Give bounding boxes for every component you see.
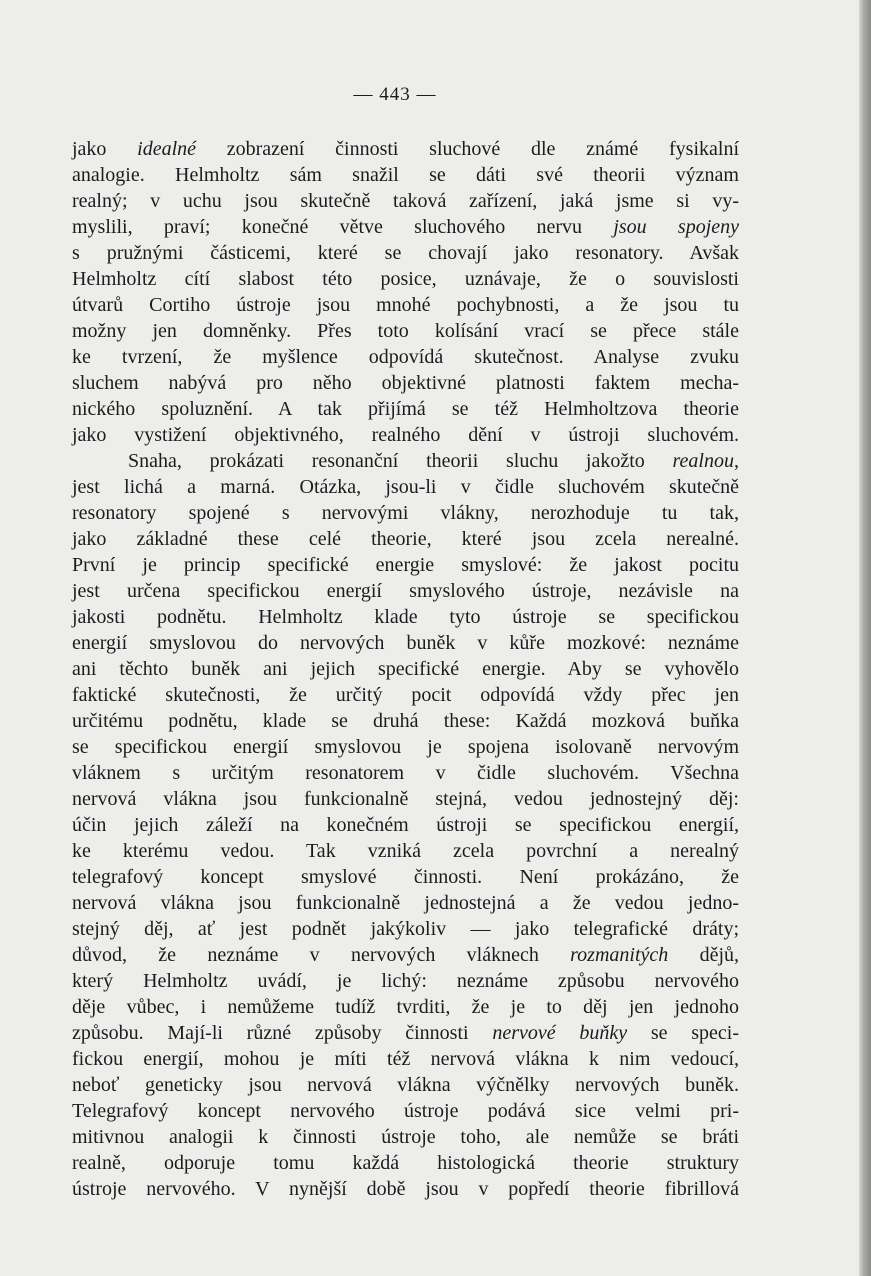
text-segment: možny jen domněnky. Přes toto kolísání vrací se přece stále <box>72 320 739 342</box>
text-segment: ke kterému vedou. Tak vzniká zcela povrchní a nerealný <box>72 840 739 862</box>
text-line <box>72 708 739 734</box>
text-line <box>72 994 739 1020</box>
text-line <box>72 162 739 188</box>
text-line <box>72 500 739 526</box>
text-segment: nervová vlákna jsou funkcionalně jednostejná a že vedou jedno- <box>72 892 739 914</box>
text-segment: ke tvrzení, že myšlence odpovídá skutečnost. Analyse zvuku <box>72 346 739 368</box>
text-line <box>72 1046 739 1072</box>
text-line <box>72 240 739 266</box>
text-line <box>72 604 739 630</box>
text-segment: jest lichá a marná. Otázka, jsou-li v čidle sluchovém skutečně <box>72 476 739 498</box>
text-segment: analogie. Helmholtz sám snažil se dáti své theorii význam <box>72 164 739 186</box>
text-segment: s pružnými částicemi, které se chovají jako resonatory. Avšak <box>72 242 739 264</box>
italic-text: nervové buňky <box>492 1022 628 1044</box>
text-line <box>72 812 739 838</box>
text-line <box>72 1020 739 1046</box>
text-segment: způsobu. Mají-li různé způsoby činnosti <box>72 1022 493 1044</box>
text-segment: sluchem nabývá pro něho objektivné platnosti faktem mecha- <box>72 372 739 394</box>
text-line <box>72 1098 739 1124</box>
text-segment: dějů, <box>668 944 740 966</box>
text-segment: nervová vlákna jsou funkcionalně stejná, vedou jednostejný děj: <box>72 788 739 810</box>
text-segment: ani těchto buněk ani jejich specifické energie. Aby se vyhovělo <box>72 658 739 680</box>
text-line <box>72 682 739 708</box>
text-segment: nického spoluznění. A tak přijímá se též Helmholtzova theorie <box>72 398 739 420</box>
text-segment: resonatory spojené s nervovými vlákny, nerozhoduje tu tak, <box>72 502 739 524</box>
italic-text: idealné <box>137 138 197 160</box>
text-line <box>72 838 739 864</box>
text-segment: děje vůbec, i nemůžeme tudíž tvrditi, že je to děj jen jednoho <box>72 996 739 1018</box>
text-line <box>72 422 739 448</box>
text-line <box>72 734 739 760</box>
text-segment: Telegrafový koncept nervového ústroje podává sice velmi pri- <box>72 1100 739 1122</box>
text-segment: ústroje nervového. V nynější době jsou v popředí theorie fibrillová <box>72 1178 739 1200</box>
text-segment: účin jejich záleží na konečném ústroji se specifickou energií, <box>72 814 739 836</box>
text-line <box>72 448 739 474</box>
text-segment: Helmholtz cítí slabost této posice, uznávaje, že o souvislosti <box>72 268 739 290</box>
italic-text: rozmanitých <box>570 944 669 966</box>
text-line <box>72 1150 739 1176</box>
text-line <box>72 396 739 422</box>
text-segment: jakosti podnětu. Helmholtz klade tyto ústroje se specifickou <box>72 606 739 628</box>
text-line <box>72 552 739 578</box>
text-line <box>72 968 739 994</box>
text-segment: stejný děj, ať jest podnět jakýkoliv — jako telegrafické dráty; <box>72 918 739 940</box>
text-segment: vláknem s určitým resonatorem v čidle sluchovém. Všechna <box>72 762 739 784</box>
text-segment: jako vystižení objektivného, realného dění v ústroji sluchovém. <box>72 424 739 446</box>
text-segment: se speci- <box>627 1022 739 1044</box>
text-segment: myslili, praví; konečné větve sluchového nervu <box>72 216 614 238</box>
text-line <box>72 370 739 396</box>
text-line <box>72 890 739 916</box>
text-segment: útvarů Cortiho ústroje jsou mnohé pochybnosti, a že jsou tu <box>72 294 739 316</box>
text-line <box>72 188 739 214</box>
text-segment: faktické skutečnosti, že určitý pocit odpovídá vždy přec jen <box>72 684 739 706</box>
text-segment: telegrafový koncept smyslové činnosti. Není prokázáno, že <box>72 866 739 888</box>
italic-text: realnou <box>672 450 734 472</box>
text-line <box>72 786 739 812</box>
text-line <box>72 1176 739 1202</box>
text-segment: důvod, že neznáme v nervových vláknech <box>72 944 571 966</box>
text-segment: který Helmholtz uvádí, je lichý: neznáme způsobu nervového <box>72 970 739 992</box>
text-line <box>72 630 739 656</box>
text-line <box>72 214 739 240</box>
text-line <box>72 864 739 890</box>
text-line <box>72 1124 739 1150</box>
text-line <box>72 578 739 604</box>
page-number: — 443 — <box>353 84 437 105</box>
text-line <box>72 318 739 344</box>
text-segment: Snaha, prokázati resonanční theorii sluchu jakožto <box>128 450 673 472</box>
text-line <box>72 292 739 318</box>
text-line <box>72 916 739 942</box>
italic-text: jsou spojeny <box>613 216 739 238</box>
text-segment: , <box>734 450 739 472</box>
text-line <box>72 474 739 500</box>
text-segment: neboť geneticky jsou nervová vlákna výčnělky nervových buněk. <box>72 1074 739 1096</box>
text-segment: fickou energií, mohou je míti též nervová vlákna k nim vedoucí, <box>72 1048 739 1070</box>
page-edge-shadow <box>859 0 871 1276</box>
body-text <box>72 136 739 1202</box>
text-segment: jako základné these celé theorie, které jsou zcela nerealné. <box>72 528 739 550</box>
text-segment: realný; v uchu jsou skutečně taková zařízení, jaká jsme si vy- <box>72 190 739 212</box>
text-line <box>72 942 739 968</box>
text-line <box>72 344 739 370</box>
text-line <box>72 656 739 682</box>
text-line <box>72 136 739 162</box>
text-line <box>72 526 739 552</box>
text-segment: určitému podnětu, klade se druhá these: Každá mozková buňka <box>72 710 739 732</box>
text-line <box>72 266 739 292</box>
text-segment: se specifickou energií smyslovou je spojena isolovaně nervovým <box>72 736 739 758</box>
text-segment: realně, odporuje tomu každá histologická theorie struktury <box>72 1152 739 1174</box>
text-line <box>72 760 739 786</box>
text-segment: zobrazení činnosti sluchové dle známé fysikalní <box>196 138 739 160</box>
text-segment: jako <box>72 138 138 160</box>
text-line <box>72 1072 739 1098</box>
text-segment: První je princip specifické energie smyslové: že jakost pocitu <box>72 554 739 576</box>
text-segment: mitivnou analogii k činnosti ústroje toho, ale nemůže se bráti <box>72 1126 739 1148</box>
text-segment: jest určena specifickou energií smyslového ústroje, nezávisle na <box>72 580 739 602</box>
text-segment: energií smyslovou do nervových buněk v kůře mozkové: neznáme <box>72 632 739 654</box>
